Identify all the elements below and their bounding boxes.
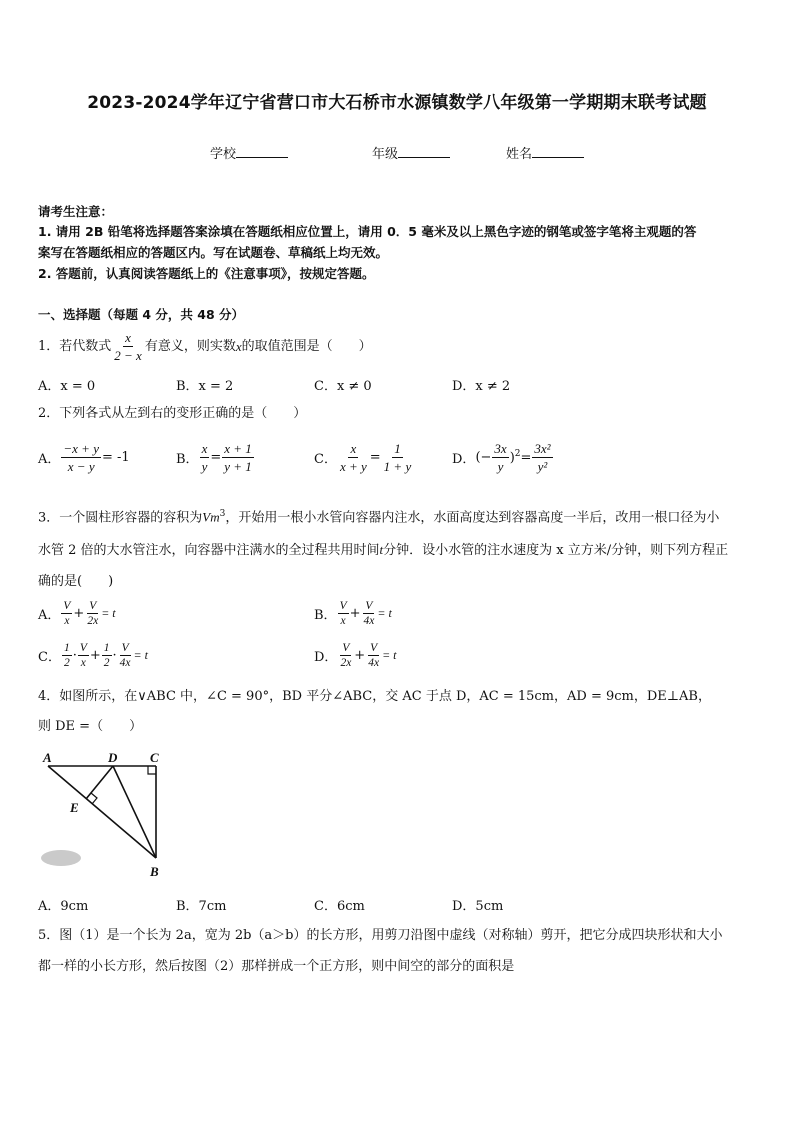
- q2-b-frac1: [200, 441, 210, 474]
- notice-item2: 2. 答题前，认真阅读答题纸上的《注意事项》，按规定答题。: [38, 266, 375, 281]
- q2-option-c: [314, 441, 414, 474]
- q2-d-num2: 3x²: [534, 441, 551, 456]
- frac-den: 2x: [87, 615, 99, 627]
- q3-option-b: [314, 600, 392, 627]
- q3-line1-b: ，开始用一根小水管向容器内注水，水面高度达到容器高度一半后，改用一根口径为小: [225, 510, 720, 526]
- q2-c-den1: x + y: [339, 459, 367, 474]
- name-blank: [532, 145, 584, 158]
- q1-post: 有意义，则实数: [144, 338, 236, 354]
- q3-c-frac3: [102, 642, 112, 669]
- q3-option-a: [38, 600, 116, 627]
- q2-c-num1: x: [350, 441, 357, 456]
- q1-fraction: [112, 330, 144, 363]
- section-heading: 一、选择题（每题 4 分，共 48 分）: [38, 307, 245, 322]
- q4-line2: 则 DE =（ ）: [38, 719, 143, 734]
- q3-c-frac2: [78, 642, 89, 669]
- dot-sign: ·: [72, 648, 77, 663]
- q3-line2: [38, 541, 728, 560]
- q3-a-frac2: [85, 600, 100, 627]
- plus-sign: +: [73, 606, 85, 621]
- notice-heading: 请考生注意：: [38, 204, 114, 219]
- q3-d-label: D．: [314, 650, 338, 665]
- notice-item1: 1. 请用 2B 铅笔将选择题答案涂填在答题纸相应位置上，请用 0．5 毫米及以上黑色字迹的钢笔或签字笔将主观题的答: [38, 224, 697, 239]
- q2-b-den1: y: [201, 459, 208, 474]
- q3-line3: 确的是( ): [38, 574, 114, 589]
- q3-d-frac2: [366, 642, 381, 669]
- frac-num: V: [89, 600, 97, 612]
- q3-b-rhs: = t: [377, 606, 392, 620]
- q4-option-a: A．9cm: [38, 899, 89, 914]
- q2-d-frac2: [532, 441, 552, 474]
- q3-line1-a: 3．一个圆柱形容器的容积为: [38, 510, 203, 526]
- name-label: 姓名: [506, 147, 533, 162]
- label-a: A: [43, 750, 52, 765]
- frac-num: V: [365, 600, 373, 612]
- q1-option-d: D．x ≠ 2: [452, 379, 511, 394]
- q4-option-b: B．7cm: [176, 899, 227, 914]
- q5-line1: 5．图（1）是一个长为 2a，宽为 2b（a＞b）的长方形，用剪刀沿图中虚线（对称轴）剪开，把它分成四块形状和大小: [38, 928, 723, 943]
- q3-b-frac1: [338, 600, 349, 627]
- q3-a-frac1: [61, 600, 72, 627]
- label-b: B: [150, 864, 159, 879]
- name-field: [506, 143, 584, 162]
- q3-c-rhs: = t: [133, 648, 148, 662]
- q3-option-c: [38, 642, 148, 669]
- q2-c-num2: 1: [394, 441, 401, 456]
- frac-den: x: [64, 615, 70, 627]
- school-label: 学校: [210, 147, 237, 162]
- equals-sign: =: [210, 450, 222, 465]
- paren-open: (−: [475, 450, 492, 465]
- q3-line1: [38, 505, 719, 527]
- q1-frac-den: 2 − x: [114, 348, 142, 363]
- frac-num: V: [339, 600, 347, 612]
- frac-num: V: [121, 642, 129, 654]
- q2-c-frac2: [382, 441, 414, 474]
- frac-den: x: [80, 657, 86, 669]
- grade-field: [372, 143, 450, 162]
- frac-num: V: [370, 642, 378, 654]
- frac-num: 1: [63, 642, 70, 654]
- equals-sign: =: [369, 450, 381, 465]
- question-1: [38, 330, 372, 363]
- q3-b-label: B．: [314, 608, 337, 623]
- segment-de: [86, 766, 113, 799]
- grade-label: 年级: [372, 147, 399, 162]
- q4-option-d: D．5cm: [452, 899, 504, 914]
- q2-d-den2: y²: [537, 459, 548, 474]
- grade-blank: [398, 145, 450, 158]
- plus-sign: +: [89, 648, 101, 663]
- q1-tail: 的取值范围是（ ）: [241, 338, 372, 354]
- label-e: E: [70, 800, 79, 815]
- triangle-figure: [36, 748, 176, 882]
- q3-option-d: [314, 642, 397, 669]
- segment-db: [113, 766, 156, 858]
- q1-pre: 1．若代数式: [38, 338, 112, 354]
- q2-b-frac2: [222, 441, 254, 474]
- dot-sign: ·: [112, 648, 117, 663]
- plus-sign: +: [354, 648, 366, 663]
- q3-time-var: t: [379, 542, 384, 557]
- q2-d-den1: y: [497, 459, 504, 474]
- q3-c-frac1: [62, 642, 72, 669]
- q1-option-a: A．x = 0: [38, 379, 96, 394]
- q2-b-den2: y + 1: [224, 459, 252, 474]
- q2-a-rhs: = -1: [101, 450, 130, 465]
- frac-den: 4x: [119, 657, 131, 669]
- smudge-mark: [41, 850, 81, 866]
- q2-d-frac1: [492, 441, 508, 474]
- q3-b-frac2: [362, 600, 377, 627]
- q1-var: x: [235, 338, 242, 354]
- q2-a-num: −x + y: [63, 441, 99, 456]
- q2-c-label: C．: [314, 452, 337, 467]
- q2-d-num1: 3x: [494, 441, 507, 456]
- q3-volume-sup: 3: [219, 509, 226, 519]
- frac-den: 4x: [363, 615, 375, 627]
- frac-den: 2x: [340, 657, 352, 669]
- frac-num: 1: [103, 642, 110, 654]
- page-title: 2023-2024学年辽宁省营口市大石桥市水源镇数学八年级第一学期期末联考试题: [87, 93, 707, 113]
- q3-a-rhs: = t: [101, 606, 116, 620]
- plus-sign: +: [349, 606, 361, 621]
- q3-c-label: C．: [38, 650, 61, 665]
- label-c: C: [150, 750, 159, 765]
- q2-a-den: x − y: [67, 459, 95, 474]
- notice-item1-cont: 案写在答题纸相应的答题区内。写在试题卷、草稿纸上均无效。: [38, 245, 389, 260]
- q2-b-num1: x: [201, 441, 208, 456]
- frac-den: x: [340, 615, 346, 627]
- q3-volume-var: Vm: [202, 509, 220, 525]
- q2-b-label: B．: [176, 452, 199, 467]
- q3-d-rhs: = t: [382, 648, 397, 662]
- label-d: D: [108, 750, 118, 765]
- q5-line2: 都一样的小长方形，然后按图（2）那样拼成一个正方形，则中间空的部分的面积是: [38, 959, 515, 974]
- q2-c-frac1: [338, 441, 369, 474]
- school-field: [210, 143, 288, 162]
- q2-stem: 2．下列各式从左到右的变形正确的是（ ）: [38, 406, 307, 421]
- q3-line2-a: 水管 2 倍的大水管注水，向容器中注满水的全过程共用时间: [38, 543, 380, 558]
- q3-c-frac4: [118, 642, 133, 669]
- frac-den: 4x: [368, 657, 380, 669]
- q4-option-c: C．6cm: [314, 899, 365, 914]
- q3-line2-b: 分钟．设小水管的注水速度为 x 立方米/分钟，则下列方程正: [383, 543, 729, 558]
- school-blank: [236, 145, 288, 158]
- q2-a-frac: [61, 441, 101, 474]
- q2-option-b: [176, 441, 255, 474]
- q2-option-d: [452, 441, 554, 474]
- q3-d-frac1: [338, 642, 353, 669]
- frac-den: 2: [63, 657, 70, 669]
- q3-a-label: A．: [38, 608, 61, 623]
- q2-d-label: D．: [452, 452, 476, 467]
- right-angle-c: [148, 766, 156, 774]
- frac-num: V: [63, 600, 71, 612]
- q1-option-c: C．x ≠ 0: [314, 379, 372, 394]
- frac-den: 2: [103, 657, 110, 669]
- q4-line1: 4．如图所示，在∨ABC 中，∠C = 90°，BD 平分∠ABC，交 AC 于点 D，AC = 15cm，AD = 9cm，DE⊥AB，: [38, 689, 711, 704]
- frac-num: V: [79, 642, 87, 654]
- q2-b-num2: x + 1: [224, 441, 252, 456]
- q1-option-b: B．x = 2: [176, 379, 234, 394]
- frac-num: V: [342, 642, 350, 654]
- q1-frac-num: x: [125, 330, 131, 345]
- paren-close-squared: )$^2$=: [509, 449, 532, 466]
- q2-option-a: [38, 441, 130, 474]
- q2-c-den2: 1 + y: [383, 459, 412, 474]
- q2-a-label: A．: [38, 452, 61, 467]
